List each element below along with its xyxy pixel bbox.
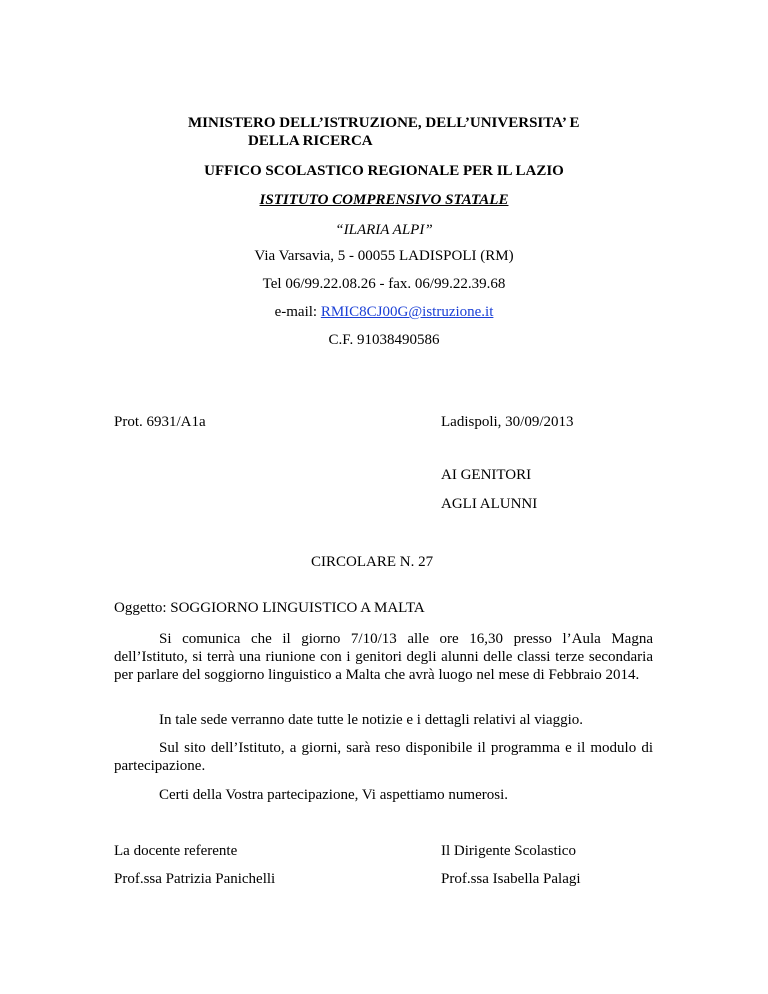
signature-right-name: Prof.ssa Isabella Palagi <box>441 871 581 887</box>
body-paragraph: In tale sede verranno date tutte le notizie e i dettagli relativi al viaggio. <box>159 712 583 728</box>
email-label: e-mail: <box>274 304 321 320</box>
subject-line: Oggetto: SOGGIORNO LINGUISTICO A MALTA <box>114 600 425 616</box>
email-line <box>0 304 768 321</box>
signature-left-name: Prof.ssa Patrizia Panichelli <box>114 871 276 887</box>
fiscal-code: C.F. 91038490586 <box>328 332 440 348</box>
email-link[interactable]: RMIC8CJ00G@istruzione.it <box>320 304 494 320</box>
school-phone: Tel 06/99.22.08.26 - fax. 06/99.22.39.68 <box>262 276 506 292</box>
institute-type: ISTITUTO COMPRENSIVO STATALE <box>259 192 509 208</box>
regional-office: UFFICO SCOLASTICO REGIONALE PER IL LAZIO <box>204 163 564 179</box>
place-date: Ladispoli, 30/09/2013 <box>441 414 574 430</box>
recipient-students: AGLI ALUNNI <box>441 496 538 512</box>
body-paragraph: Si comunica che il giorno 7/10/13 alle ore 16,30 presso l’Aula Magna dell’Istituto, si terrà una riunione con i genitori degli alunni delle classi terze secondaria per parlare del soggiorno linguistico a Malta che avrà luogo nel mese di Febbraio 2014. <box>114 631 653 683</box>
signature-left-role: La docente referente <box>114 843 238 859</box>
recipient-parents: AI GENITORI <box>441 467 532 483</box>
body-paragraph: Sul sito dell’Istituto, a giorni, sarà reso disponibile il programma e il modulo di partecipazione. <box>114 740 653 774</box>
ministry-name-line2: DELLA RICERCA <box>248 133 373 149</box>
school-name: “ILARIA ALPI” <box>335 222 433 238</box>
protocol-number: Prot. 6931/A1a <box>114 414 206 430</box>
circular-number: CIRCOLARE N. 27 <box>311 554 434 570</box>
school-address: Via Varsavia, 5 - 00055 LADISPOLI (RM) <box>254 248 514 264</box>
signature-right-role: Il Dirigente Scolastico <box>441 843 576 859</box>
body-paragraph: Certi della Vostra partecipazione, Vi aspettiamo numerosi. <box>159 787 509 803</box>
ministry-name-line1: MINISTERO DELL’ISTRUZIONE, DELL’UNIVERSITA’ E <box>188 115 580 131</box>
